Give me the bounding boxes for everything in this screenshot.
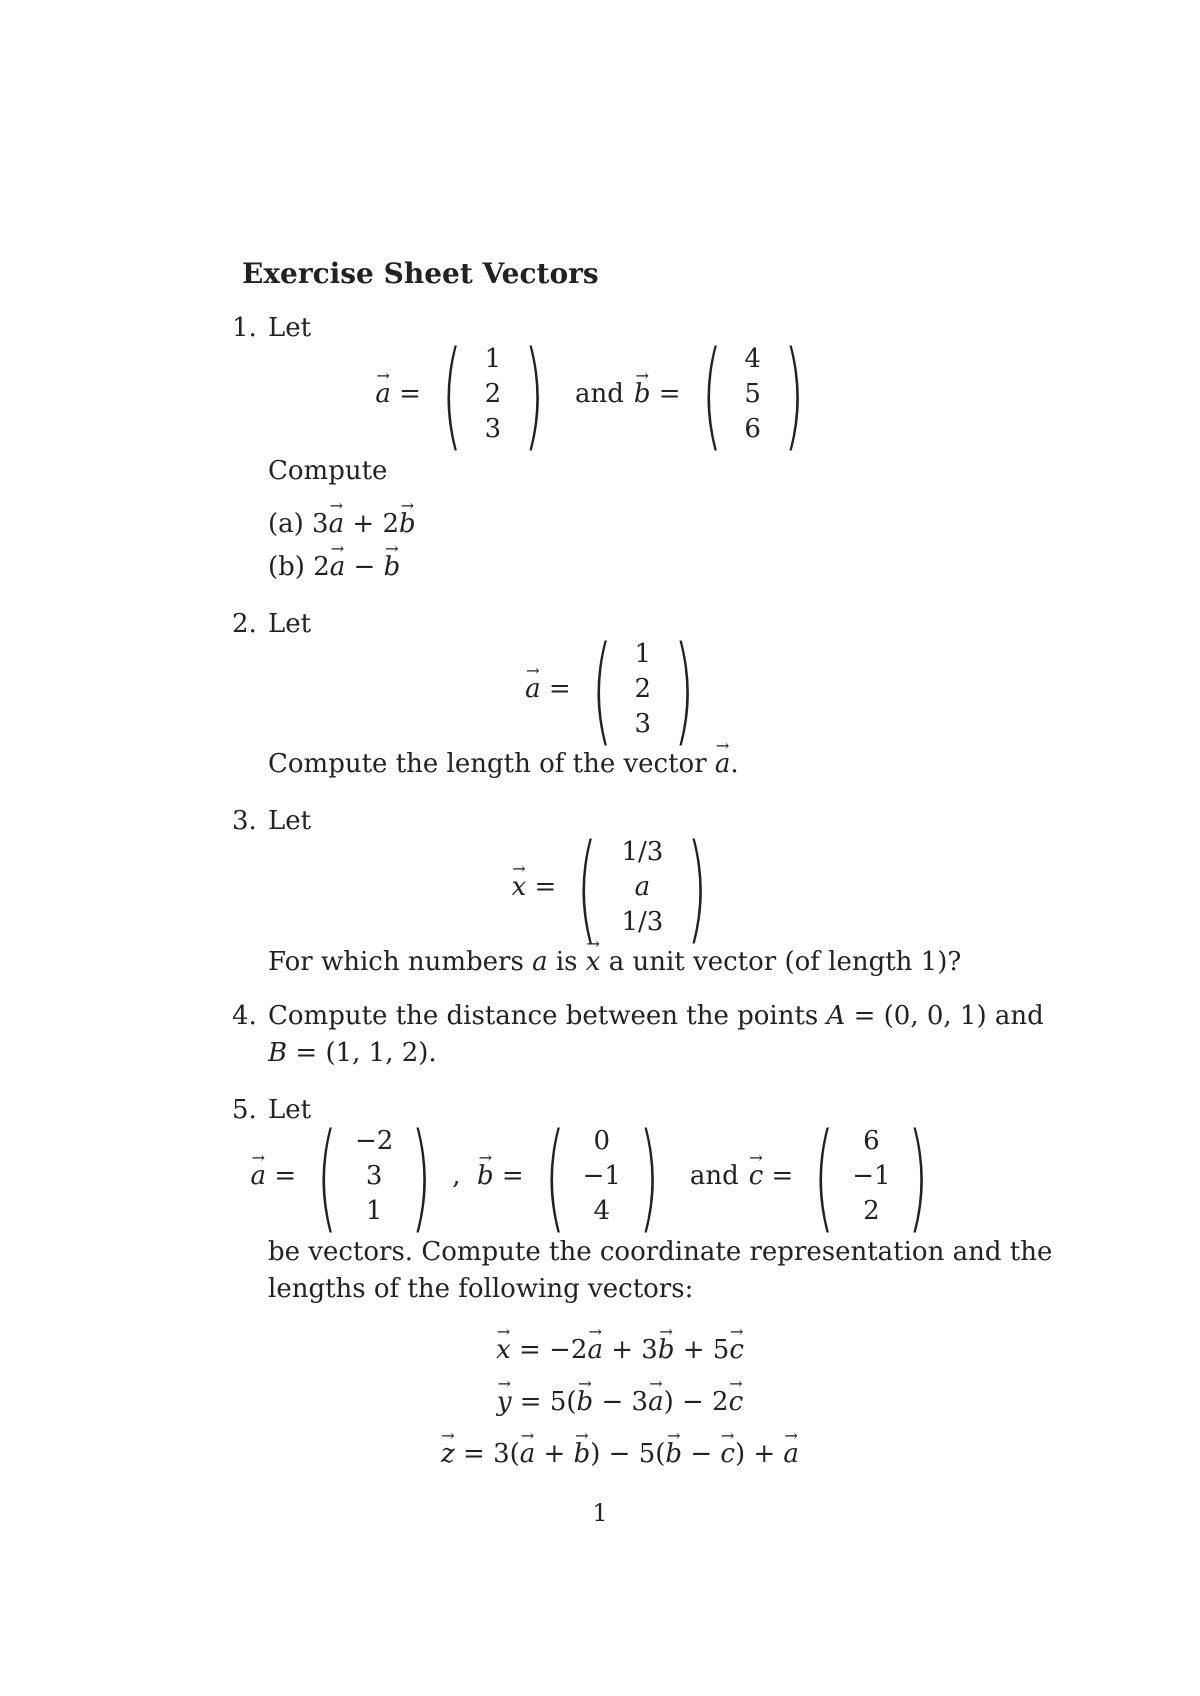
matrix-entry: 1/3 [621,906,664,937]
matrix-entry: 1 [365,1195,383,1226]
matrix-entry: 6 [863,1125,880,1156]
problem-3-question: For which numbers a is x → a unit vector (of length 1)? [268,946,961,979]
vector-c-matrix: ( 6 −1 2 ) [814,1107,929,1245]
matrix-entry: 4 [744,343,761,374]
problem-3-intro: Let [268,806,312,836]
vector-b-symbol: b → [634,378,651,411]
vector-b-matrix: ( 4 5 6 ) [701,325,805,463]
problem-1-part-a: (a) 3a → + 2b → [268,508,416,541]
problem-1-intro: Let [268,313,312,343]
vector-a-matrix: ( −2 3 1 ) [316,1107,432,1245]
problem-3-vector: x → = ( 1/3 a 1/3 ) [0,828,1200,946]
problem-5-intro: Let [268,1095,312,1125]
problem-3-number: 3. [232,806,257,836]
matrix-entry: −1 [582,1160,621,1191]
vector-a-symbol: a → [375,378,391,411]
page-title: Exercise Sheet Vectors [242,257,599,290]
equation-x: x → = −2a → + 3b → + 5c → [0,1334,1200,1367]
problem-1-number: 1. [232,313,257,343]
page-number: 1 [592,1499,608,1527]
matrix-entry: 1 [484,343,502,374]
matrix-entry: 3 [634,708,652,739]
matrix-entry: 2 [634,673,652,704]
problem-2-number: 2. [232,609,257,639]
matrix-entry: 2 [863,1195,880,1226]
equation-z: z → = 3(a → + b →) − 5(b → − c →) + a → [0,1438,1200,1471]
problem-5-line-2: lengths of the following vectors: [268,1274,694,1304]
vector-a-matrix: ( 1 2 3 ) [591,620,695,758]
problem-5-line-1: be vectors. Compute the coordinate representation and the [268,1237,1053,1267]
matrix-entry: 1 [634,638,652,669]
problem-4-line-2: B = (1, 1, 2). [268,1038,437,1068]
vector-x-matrix: ( 1/3 a 1/3 ) [576,818,708,956]
vector-a-matrix: ( 1 2 3 ) [441,325,545,463]
matrix-entry: 6 [744,413,761,444]
matrix-entry: 4 [593,1195,611,1226]
problem-4-number: 4. [232,1001,257,1031]
vector-b-matrix: ( 0 −1 4 ) [544,1107,660,1245]
matrix-entry: 3 [484,413,502,444]
problem-1-compute: Compute [268,456,388,486]
problem-5-vectors: a → = ( −2 3 1 ) , b → = ( 0 −1 4 ) and c → = ( 6 −1 2 ) [0,1117,1200,1235]
problem-2-intro: Let [268,609,312,639]
problem-5-number: 5. [232,1095,257,1125]
equation-y: y → = 5(b → − 3a →) − 2c → [0,1386,1200,1419]
matrix-entry: −1 [852,1160,891,1191]
problem-1-part-b: (b) 2a → − b → [268,551,400,584]
matrix-entry: 0 [593,1125,611,1156]
problem-2-question: Compute the length of the vector a →. [268,748,739,781]
matrix-entry: 2 [484,378,502,409]
matrix-entry: a [634,871,651,902]
and-word: and [574,378,624,409]
problem-1-vectors: a → = ( 1 2 3 ) and b → = ( 4 5 6 ) [0,335,1200,453]
problem-2-vector: a → = ( 1 2 3 ) [0,630,1200,748]
matrix-entry: 5 [744,378,761,409]
matrix-entry: 1/3 [621,836,664,867]
matrix-entry: −2 [355,1125,394,1156]
matrix-entry: 3 [365,1160,383,1191]
problem-4-line-1: Compute the distance between the points A = (0, 0, 1) and [268,1001,1044,1031]
